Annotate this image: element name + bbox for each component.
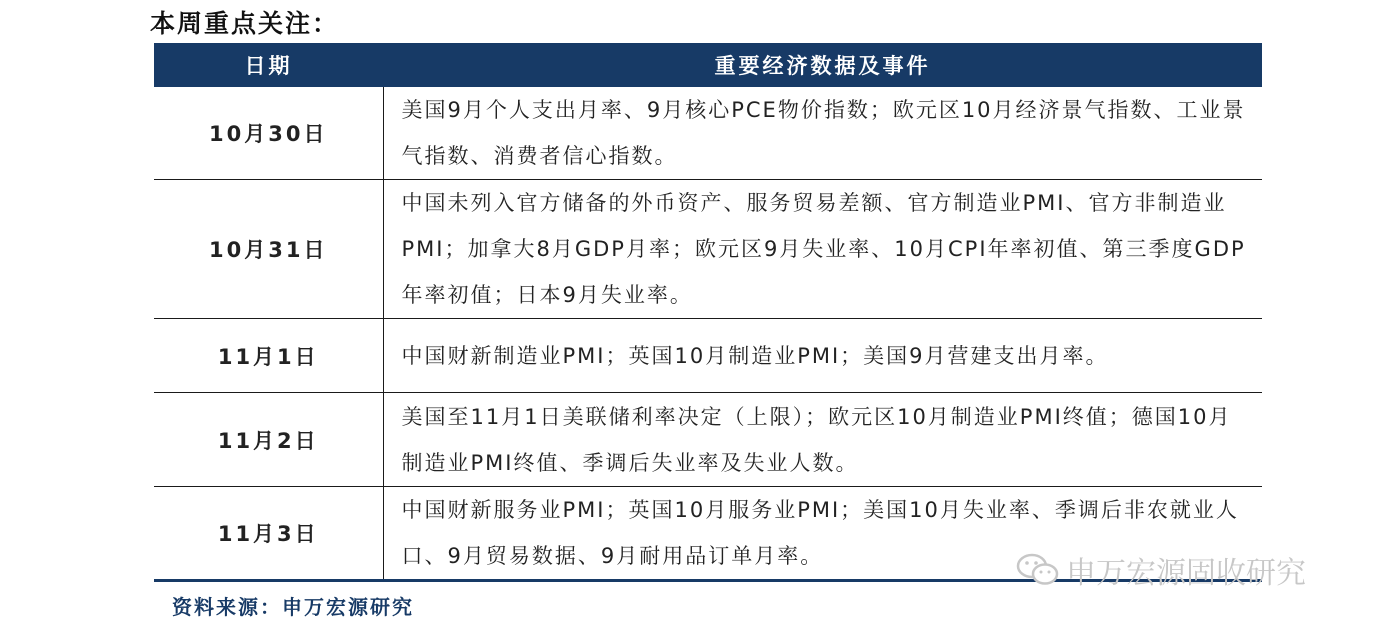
- table-header-row: [154, 43, 1262, 87]
- row-events: 美国至11月1日美联储利率决定（上限）；欧元区10月制造业PMI终值；德国10月制造业PMI终值、季调后失业率及失业人数。: [383, 393, 1262, 487]
- row-events: 中国财新制造业PMI；英国10月制造业PMI；美国9月营建支出月率。: [383, 319, 1262, 393]
- row-events: 中国财新服务业PMI；英国10月服务业PMI；美国10月失业率、季调后非农就业人口、9月贸易数据、9月耐用品订单月率。: [383, 487, 1262, 581]
- section-title: 本周重点关注：: [150, 9, 340, 38]
- row-date: 11月3日: [154, 487, 383, 581]
- watermark: [1016, 548, 1306, 592]
- header-date: 日期: [154, 43, 383, 87]
- events-table: [154, 43, 1262, 582]
- row-date: 11月2日: [154, 393, 383, 487]
- header-events: 重要经济数据及事件: [383, 43, 1262, 87]
- wechat-icon: [1016, 552, 1060, 588]
- table-row: [154, 180, 1262, 319]
- row-date: 11月1日: [154, 319, 383, 393]
- table-row: [154, 319, 1262, 393]
- watermark-text: 申万宏源固收研究: [1066, 556, 1306, 591]
- table-row: [154, 87, 1262, 180]
- row-events: 美国9月个人支出月率、9月核心PCE物价指数；欧元区10月经济景气指数、工业景气指数、消费者信心指数。: [383, 87, 1262, 180]
- row-date: 10月31日: [154, 180, 383, 319]
- row-events: 中国未列入官方储备的外币资产、服务贸易差额、官方制造业PMI、官方非制造业PMI；加拿大8月GDP月率；欧元区9月失业率、10月CPI年率初值、第三季度GDP年率初值；日本9月失业率。: [383, 180, 1262, 319]
- source-note: 资料来源：申万宏源研究: [172, 595, 414, 619]
- row-date: 10月30日: [154, 87, 383, 180]
- table-row: [154, 393, 1262, 487]
